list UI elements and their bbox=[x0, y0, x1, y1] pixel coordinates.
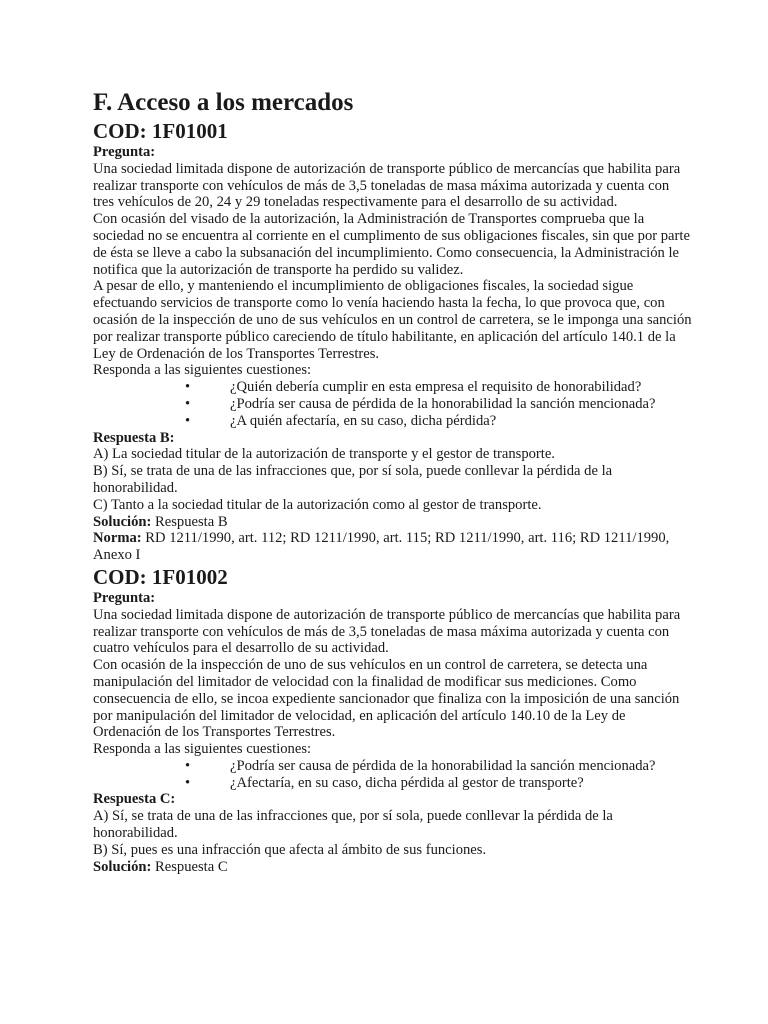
respuesta-label: Respuesta C: bbox=[93, 791, 176, 808]
question-list bbox=[93, 379, 693, 429]
question-paragraph: Con ocasión del visado de la autorización, la Administración de Transportes comprueba que la sociedad no se encuentra al corriente en el cumplimento de sus obligaciones fiscales, sin que por parte de ésta se lleve a cabo la subsanación del incumplimiento. Como consecuencia, la Administración le notifica que la autorización de transporte ha perdido su validez. bbox=[93, 211, 690, 278]
question-list bbox=[93, 758, 693, 792]
solucion-value: Respuesta C bbox=[151, 858, 228, 875]
answer-option: A) Sí, se trata de una de las infracciones que, por sí sola, puede conllevar la pérdida de la honorabilidad. bbox=[93, 808, 613, 842]
pregunta-label: Pregunta: bbox=[93, 144, 156, 160]
bullet-icon: • bbox=[185, 774, 191, 791]
bullet-icon: • bbox=[185, 412, 191, 429]
list-item-text: ¿Podría ser causa de pérdida de la honorabilidad la sanción mencionada? bbox=[230, 395, 656, 412]
list-item bbox=[93, 379, 693, 396]
norma-value: RD 1211/1990, art. 112; RD 1211/1990, art. 115; RD 1211/1990, art. 116; RD 1211/1990, Anexo I bbox=[93, 530, 670, 564]
document-page bbox=[93, 88, 693, 875]
list-item bbox=[93, 396, 693, 413]
question-code: COD: 1F01002 bbox=[93, 564, 228, 589]
respuesta-label: Respuesta B: bbox=[93, 429, 175, 446]
bullet-icon: • bbox=[185, 395, 191, 412]
list-item-text: ¿Quién debería cumplir en esta empresa el requisito de honorabilidad? bbox=[230, 379, 642, 396]
bullet-icon: • bbox=[185, 379, 191, 396]
solucion-value: Respuesta B bbox=[151, 513, 228, 530]
norma-label: Norma: bbox=[93, 530, 142, 547]
solucion-line bbox=[93, 859, 693, 876]
list-item-text: ¿Afectaría, en su caso, dicha pérdida al gestor de transporte? bbox=[230, 774, 584, 791]
solucion-label: Solución: bbox=[93, 858, 152, 875]
list-item-text: ¿Podría ser causa de pérdida de la honorabilidad la sanción mencionada? bbox=[230, 757, 656, 774]
pregunta-label: Pregunta: bbox=[93, 589, 156, 606]
section-title: F. Acceso a los mercados bbox=[93, 89, 354, 116]
question-paragraph: Con ocasión de la inspección de uno de sus vehículos en un control de carretera, se detecta una manipulación del limitador de velocidad con la finalidad de modificar sus mediciones. Como consecuencia de ello, se incoa expediente sancionador que finaliza con la imposición de una sanción por manipulación del limitador de velocidad, en aplicación del artículo 140.10 de la Ley de Ordenación de los Transportes Terrestres. bbox=[93, 657, 680, 741]
question-paragraph: Una sociedad limitada dispone de autorización de transporte público de mercancías que habilita para realizar transporte con vehículos de más de 3,5 toneladas de masa máxima autorizada y cuenta con tres vehículos de 20, 24 y 29 toneladas respectivamente para el desarrollo de su actividad. bbox=[93, 160, 681, 211]
list-item bbox=[93, 775, 693, 792]
norma-line bbox=[93, 530, 693, 564]
list-item bbox=[93, 758, 693, 775]
question-paragraph: Responda a las siguientes cuestiones: bbox=[93, 741, 312, 758]
list-item-text: ¿A quién afectaría, en su caso, dicha pérdida? bbox=[230, 412, 497, 429]
answer-option: B) Sí, pues es una infracción que afecta al ámbito de sus funciones. bbox=[93, 841, 487, 858]
list-item bbox=[93, 413, 693, 430]
solucion-label: Solución: bbox=[93, 513, 152, 530]
bullet-icon: • bbox=[185, 757, 191, 774]
question-paragraph: Una sociedad limitada dispone de autorización de transporte público de mercancías que habilita para realizar transporte con vehículos de más de 3,5 toneladas de masa máxima autorizada y cuenta con cuatro vehículos para el desarrollo de su actividad. bbox=[93, 606, 681, 657]
question-paragraph: A pesar de ello, y manteniendo el incumplimiento de obligaciones fiscales, la sociedad sigue efectuando servicios de transporte como lo venía haciendo hasta la fecha, lo que provoca que, con ocasión de la inspección de uno de sus vehículos en un control de carretera, se le imponga una sanción por realizar transporte público careciendo de título habilitante, en aplicación del artículo 140.1 de la Ley de Ordenación de los Transportes Terrestres. bbox=[93, 278, 692, 362]
answer-option: B) Sí, se trata de una de las infracciones que, por sí sola, puede conllevar la pérdida de la honorabilidad. bbox=[93, 463, 613, 496]
question-code: COD: 1F01001 bbox=[93, 119, 228, 143]
question-paragraph: Responda a las siguientes cuestiones: bbox=[93, 362, 312, 379]
answer-option: A) La sociedad titular de la autorización de transporte y el gestor de transporte. bbox=[93, 446, 555, 463]
solucion-line bbox=[93, 514, 693, 531]
answer-option: C) Tanto a la sociedad titular de la autorización como al gestor de transporte. bbox=[93, 496, 542, 513]
